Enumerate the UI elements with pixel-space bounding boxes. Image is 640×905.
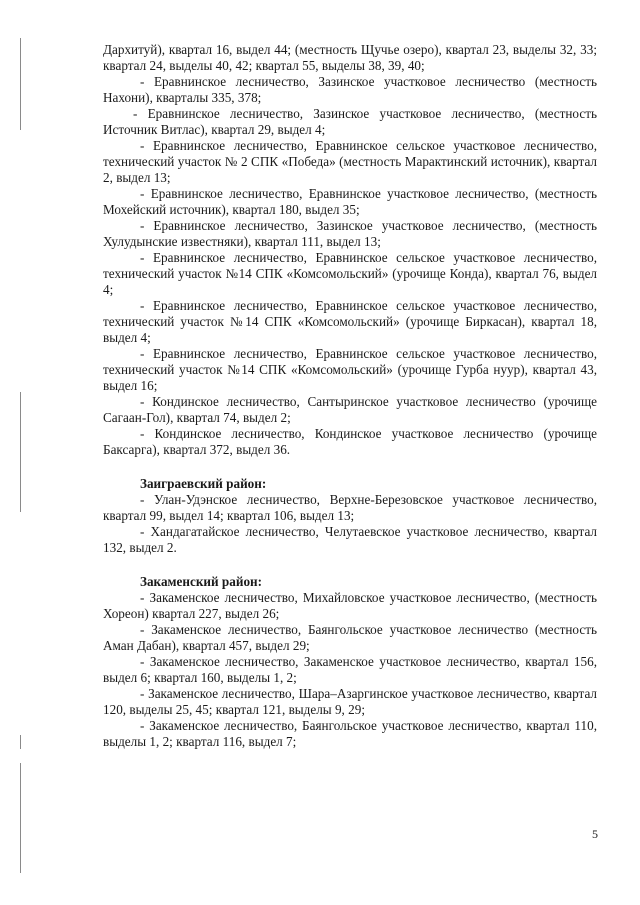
list-item: - Кондинское лесничество, Кондинское участковое лесничество (урочище Баксарга), квартал 372, выдел 36. xyxy=(103,426,597,457)
zaigraevo-list xyxy=(103,492,597,556)
list-item: - Еравнинское лесничество, Зазинское участковое лесничество (местность Нахони), кварталы 335, 378; xyxy=(103,74,597,105)
list-item: - Закаменское лесничество, Баянгольское участковое лесничество (местность Аман Дабан), квартал 457, выдел 29; xyxy=(103,622,597,653)
list-item: - Еравнинское лесничество, Еравнинское участковое лесничество, (местность Мохейский источник), квартал 180, выдел 35; xyxy=(103,186,597,217)
list-item: - Хандагатайское лесничество, Челутаевское участковое лесничество, квартал 132, выдел 2. xyxy=(103,524,597,555)
list-item: - Улан-Удэнское лесничество, Верхне-Березовское участковое лесничество, квартал 99, выдел 14; квартал 106, выдел 13; xyxy=(103,492,597,523)
section-heading-zaigraevo: Заиграевский район: xyxy=(140,476,267,491)
section-spacer xyxy=(103,556,597,574)
section-heading-zakamensk: Закаменский район: xyxy=(140,574,263,589)
list-item: - Еравнинское лесничество, Зазинское участковое лесничество, (местность Источник Витлас), квартал 29, выдел 4; xyxy=(103,106,597,137)
margin-line-middle xyxy=(20,392,21,512)
list-item: - Закаменское лесничество, Закаменское участковое лесничество, квартал 156, выдел 6; квартал 160, выделы 1, 2; xyxy=(103,654,597,685)
list-item: - Закаменское лесничество, Шара–Азаргинское участковое лесничество, квартал 120, выделы 25, 45; квартал 121, выделы 9, 29; xyxy=(103,686,597,717)
margin-line-small xyxy=(20,735,21,749)
page-number: 5 xyxy=(592,827,598,841)
section-spacer xyxy=(103,458,597,476)
document-body xyxy=(103,42,597,750)
list-item: - Еравнинское лесничество, Еравнинское сельское участковое лесничество, технический участок №14 СПК «Комсомольский» (урочище Конда), квартал 76, выдел 4; xyxy=(103,250,597,297)
eravna-list xyxy=(103,74,597,458)
continuation-paragraph: Дархитуй), квартал 16, выдел 44; (местность Щучье озеро), квартал 23, выделы 32, 33; квартал 24, выделы 40, 42; квартал 55, выделы 38, 39, 40; xyxy=(103,42,597,73)
margin-line-top xyxy=(20,38,21,130)
list-item: - Кондинское лесничество, Сантыринское участковое лесничество (урочище Сагаан-Гол), квартал 74, выдел 2; xyxy=(103,394,597,425)
list-item: - Закаменское лесничество, Баянгольское участковое лесничество, квартал 110, выделы 1, 2; квартал 116, выдел 7; xyxy=(103,718,597,749)
margin-line-bottom xyxy=(20,763,21,873)
list-item: - Еравнинское лесничество, Еравнинское сельское участковое лесничество, технический участок №14 СПК «Комсомольский» (урочище Гурба нуур), квартал 43, выдел 16; xyxy=(103,346,597,393)
list-item: - Еравнинское лесничество, Еравнинское сельское участковое лесничество, технический участок № 2 СПК «Победа» (местность Мaрактинский источник), квартал 2, выдел 13; xyxy=(103,138,597,185)
list-item: - Еравнинское лесничество, Еравнинское сельское участковое лесничество, технический участок №14 СПК «Комсомольский» (урочище Биркасан), квартал 18, выдел 4; xyxy=(103,298,597,345)
list-item: - Закаменское лесничество, Михайловское участковое лесничество, (местность Хореон) квартал 227, выдел 26; xyxy=(103,590,597,621)
list-item: - Еравнинское лесничество, Зазинское участковое лесничество, (местность Хулудынские известняки), квартал 111, выдел 13; xyxy=(103,218,597,249)
zakamensk-list xyxy=(103,590,597,750)
